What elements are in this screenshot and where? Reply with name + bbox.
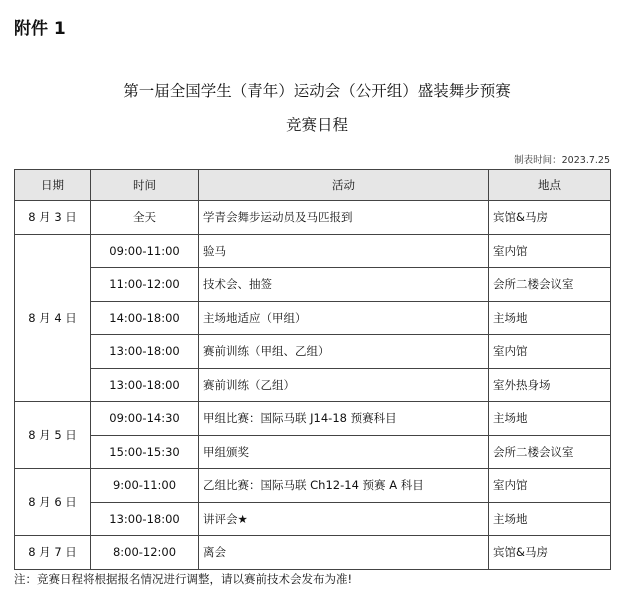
activity-cell: 离会 <box>199 536 489 570</box>
schedule-table <box>14 169 611 570</box>
table-row <box>15 368 611 402</box>
attachment-label: 附件 1 <box>14 19 66 39</box>
table-row <box>15 402 611 436</box>
header-row <box>15 170 611 201</box>
time-cell: 13:00-18:00 <box>91 368 199 402</box>
time-cell: 全天 <box>91 201 199 235</box>
venue-cell: 主场地 <box>489 502 611 536</box>
time-cell: 9:00-11:00 <box>91 469 199 503</box>
activity-cell: 甲组颁奖 <box>199 435 489 469</box>
header-time: 时间 <box>91 170 199 201</box>
time-cell: 15:00-15:30 <box>91 435 199 469</box>
table-row <box>15 435 611 469</box>
activity-cell: 赛前训练（乙组） <box>199 368 489 402</box>
venue-cell: 室外热身场 <box>489 368 611 402</box>
venue-cell: 室内馆 <box>489 469 611 503</box>
activity-cell: 甲组比赛：国际马联 J14-18 预赛科目 <box>199 402 489 436</box>
table-row <box>15 469 611 503</box>
time-cell: 09:00-11:00 <box>91 234 199 268</box>
activity-cell: 学青会舞步运动员及马匹报到 <box>199 201 489 235</box>
date-cell: 8 月 5 日 <box>15 402 91 469</box>
activity-cell: 主场地适应（甲组） <box>199 301 489 335</box>
venue-cell: 会所二楼会议室 <box>489 435 611 469</box>
date-cell: 8 月 6 日 <box>15 469 91 536</box>
venue-cell: 宾馆&马房 <box>489 201 611 235</box>
time-cell: 11:00-12:00 <box>91 268 199 302</box>
activity-cell: 赛前训练（甲组、乙组） <box>199 335 489 369</box>
header-activity: 活动 <box>199 170 489 201</box>
table-row <box>15 234 611 268</box>
document-title: 第一届全国学生（青年）运动会（公开组）盛装舞步预赛 <box>123 82 511 100</box>
venue-cell: 宾馆&马房 <box>489 536 611 570</box>
time-cell: 14:00-18:00 <box>91 301 199 335</box>
activity-cell: 乙组比赛：国际马联 Ch12-14 预赛 A 科目 <box>199 469 489 503</box>
time-cell: 09:00-14:30 <box>91 402 199 436</box>
date-cell: 8 月 7 日 <box>15 536 91 570</box>
document-subtitle: 竞赛日程 <box>285 116 348 134</box>
venue-cell: 主场地 <box>489 301 611 335</box>
venue-cell: 室内馆 <box>489 234 611 268</box>
time-cell: 8:00-12:00 <box>91 536 199 570</box>
header-date: 日期 <box>15 170 91 201</box>
table-row <box>15 268 611 302</box>
activity-cell: 技术会、抽签 <box>199 268 489 302</box>
venue-cell: 主场地 <box>489 402 611 436</box>
activity-cell: 验马 <box>199 234 489 268</box>
date-cell: 8 月 4 日 <box>15 234 91 402</box>
date-cell: 8 月 3 日 <box>15 201 91 235</box>
header-venue: 地点 <box>489 170 611 201</box>
footnote: 注：竞赛日程将根据报名情况进行调整，请以赛前技术会发布为准! <box>14 572 353 586</box>
time-cell: 13:00-18:00 <box>91 335 199 369</box>
time-cell: 13:00-18:00 <box>91 502 199 536</box>
table-row <box>15 301 611 335</box>
venue-cell: 室内馆 <box>489 335 611 369</box>
made-time: 制表时间：2023.7.25 <box>514 155 610 166</box>
venue-cell: 会所二楼会议室 <box>489 268 611 302</box>
activity-cell: 讲评会★ <box>199 502 489 536</box>
table-row <box>15 502 611 536</box>
table-row <box>15 335 611 369</box>
table-row <box>15 536 611 570</box>
table-row <box>15 201 611 235</box>
